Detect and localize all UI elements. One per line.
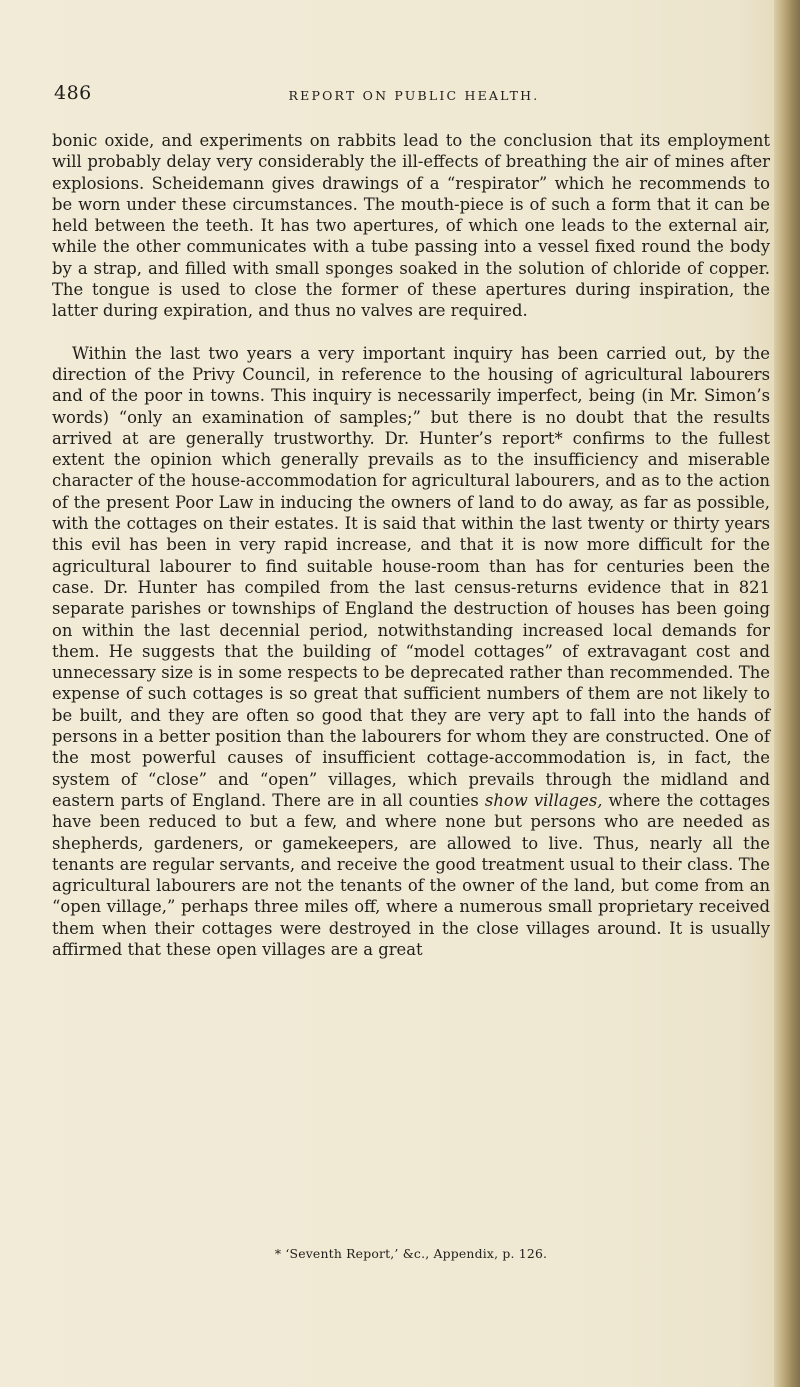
paragraph-inquiry (52, 343, 770, 961)
page-number: 486 (54, 82, 92, 104)
running-head: REPORT ON PUBLIC HEALTH. (288, 88, 540, 103)
paragraph-continuation: bonic oxide, and experiments on rabbits lead to the conclusion that its employment will probably delay very considerably the ill-effects of breathing the air of mines after explosions. Scheidemann gives drawings of a “respirator” which he recommends to be worn under these circumstances. The mouth-piece is of such a form that it can be held between the teeth. It has two apertures, of which one leads to the external air, while the other communicates with a tube passing into a vessel fixed round the body by a strap, and filled with small sponges soaked in the solution of chloride of copper. The tongue is used to close the former of these apertures during inspiration, the latter during expiration, and thus no valves are required. (52, 131, 770, 321)
page-edge-shadow (774, 0, 800, 1387)
footnote: * ‘Seventh Report,’ &c., Appendix, p. 126. (274, 1246, 548, 1261)
body-text (52, 130, 770, 960)
paragraph-inquiry-text-cont: where the cottages have been reduced to but a few, and where none but persons who are needed as shepherds, gardeners, or gamekeepers, are allowed to live. Thus, nearly all the tenants are regular servants, and receive the good treatment usual to their class. The agricultural labourers are not the tenants of the owner of the land, but come from an “open village,” perhaps three miles off, where a numerous small proprietary received them when their cottages were destroyed in the close villages around. It is usually affirmed that these open villages are a great (52, 790, 770, 959)
paragraph-inquiry-text: Within the last two years a very important inquiry has been carried out, by the direction of the Privy Council, in reference to the housing of agricultural labourers and of the poor in towns. This inquiry is necessarily imperfect, being (in Mr. Simon’s words) “only an examination of samples;” but there is no doubt that the results arrived at are generally trustworthy. Dr. Hunter’s report* confirms to the fullest extent the opinion which generally prevails as to the insufficiency and miserable character of the house-accommodation for agricultural labourers, and as to the action of the present Poor Law in inducing the owners of land to do away, as far as possible, with the cottages on their estates. It is said that within the last twenty or thirty years this evil has been in very rapid increase, and that it is now more difficult for the agricultural labourer to find suitable house-room than has for centuries been the case. Dr. Hunter has compiled from the last census-returns evidence that in 821 separate parishes or townships of England the destruction of houses has been going on within the last decennial period, notwithstanding increased local demands for them. He suggests that the building of “model cottages” of extravagant cost and unnecessary size is in some respects to be deprecated rather than recommended. The expense of such cottages is so great that sufficient numbers of them are not likely to be built, and they are often so good that they are very apt to fall into the hands of persons in a better position than the labourers for whom they are constructed. One of the most powerful causes of insufficient cottage-accommodation is, in fact, the system of “close” and “open” villages, which prevails through the midland and eastern parts of England. There are in all counties (52, 343, 770, 810)
emphasis-show-villages: show villages, (484, 790, 603, 810)
page-header (54, 82, 774, 112)
